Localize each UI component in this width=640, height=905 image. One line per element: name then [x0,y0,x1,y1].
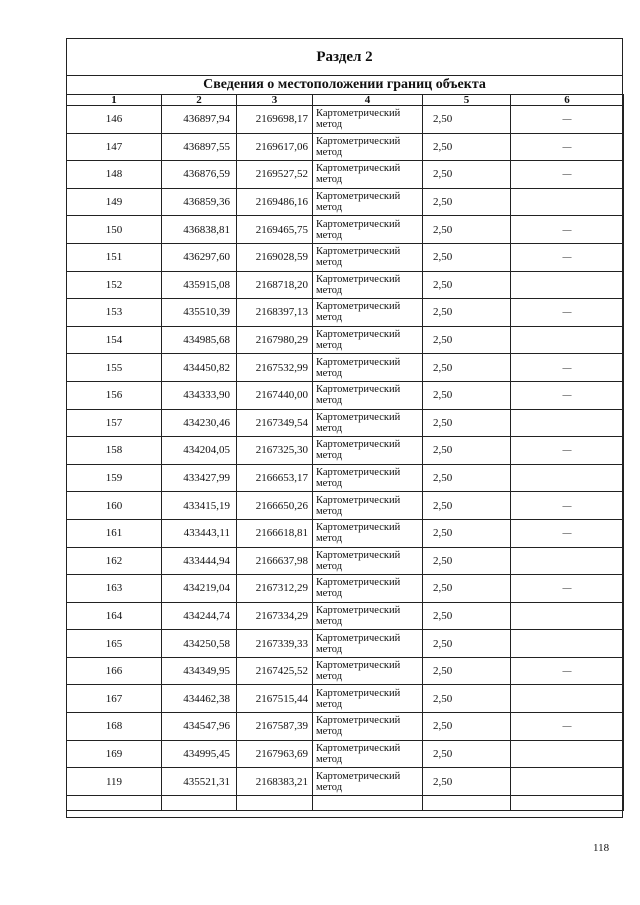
cell-method: Картометрический метод [313,381,423,409]
cell-method: Картометрический метод [313,216,423,244]
cell-x: 435915,08 [162,271,237,299]
cell-n: 153 [67,299,162,327]
cell-n: 155 [67,354,162,382]
cell-acc: 2,50 [423,216,511,244]
cell-desc [511,437,624,465]
empty-cell [423,795,511,810]
cell-n: 158 [67,437,162,465]
document-frame [66,38,623,818]
cell-acc: 2,50 [423,547,511,575]
table-row [67,354,624,382]
cell-x: 436838,81 [162,216,237,244]
cell-desc [511,657,624,685]
cell-acc: 2,50 [423,188,511,216]
cell-x: 434244,74 [162,602,237,630]
section-subtitle: Сведения о местоположении границ объекта [67,75,622,95]
cell-desc-text: — [562,362,572,373]
cell-acc: 2,50 [423,271,511,299]
cell-method: Картометрический метод [313,299,423,327]
cell-y: 2166653,17 [237,464,313,492]
cell-method: Картометрический метод [313,630,423,658]
cell-x: 434204,05 [162,437,237,465]
cell-n: 149 [67,188,162,216]
cell-method: Картометрический метод [313,409,423,437]
cell-method: Картометрический метод [313,547,423,575]
cell-acc: 2,50 [423,299,511,327]
cell-desc [511,547,624,575]
cell-acc: 2,50 [423,133,511,161]
cell-n: 154 [67,326,162,354]
cell-method: Картометрический метод [313,602,423,630]
empty-row [67,795,624,810]
cell-y: 2169486,16 [237,188,313,216]
cell-n: 147 [67,133,162,161]
cell-n: 161 [67,519,162,547]
cell-y: 2167349,54 [237,409,313,437]
cell-method: Картометрический метод [313,133,423,161]
cell-desc-text: — [562,141,572,152]
cell-y: 2169028,59 [237,243,313,271]
empty-cell [511,795,624,810]
col-header: 2 [162,95,237,106]
cell-desc [511,602,624,630]
cell-x: 434462,38 [162,685,237,713]
cell-x: 436297,60 [162,243,237,271]
cell-method: Картометрический метод [313,354,423,382]
cell-x: 434349,95 [162,657,237,685]
empty-cell [162,795,237,810]
cell-n: 146 [67,106,162,134]
header-row [67,95,624,106]
table-row [67,657,624,685]
cell-method: Картометрический метод [313,492,423,520]
table-row [67,630,624,658]
cell-desc-text: — [562,721,572,732]
cell-n: 119 [67,768,162,796]
cell-acc: 2,50 [423,381,511,409]
table-row [67,575,624,603]
cell-desc [511,630,624,658]
cell-desc-text: — [562,583,572,594]
cell-desc-text: — [562,307,572,318]
cell-desc [511,188,624,216]
cell-desc [511,326,624,354]
cell-n: 156 [67,381,162,409]
cell-y: 2167334,29 [237,602,313,630]
table-row [67,133,624,161]
cell-y: 2167339,33 [237,630,313,658]
table-row [67,106,624,134]
col-header: 5 [423,95,511,106]
cell-x: 434333,90 [162,381,237,409]
cell-acc: 2,50 [423,437,511,465]
cell-n: 152 [67,271,162,299]
cell-method: Картометрический метод [313,685,423,713]
table-row [67,768,624,796]
empty-cell [67,795,162,810]
cell-n: 163 [67,575,162,603]
cell-desc-text: — [562,114,572,125]
cell-n: 166 [67,657,162,685]
cell-y: 2167980,29 [237,326,313,354]
cell-method: Картометрический метод [313,464,423,492]
cell-acc: 2,50 [423,713,511,741]
cell-desc [511,381,624,409]
cell-y: 2168397,13 [237,299,313,327]
cell-desc [511,464,624,492]
cell-desc [511,299,624,327]
cell-acc: 2,50 [423,326,511,354]
cell-x: 433444,94 [162,547,237,575]
table-row [67,547,624,575]
cell-desc [511,685,624,713]
cell-method: Картометрический метод [313,657,423,685]
cell-n: 159 [67,464,162,492]
cell-n: 168 [67,713,162,741]
cell-acc: 2,50 [423,464,511,492]
cell-x: 434995,45 [162,740,237,768]
cell-method: Картометрический метод [313,713,423,741]
cell-desc [511,713,624,741]
cell-x: 435510,39 [162,299,237,327]
cell-n: 160 [67,492,162,520]
cell-n: 164 [67,602,162,630]
table-row [67,299,624,327]
table-row [67,464,624,492]
cell-desc [511,133,624,161]
cell-desc-text: — [562,666,572,677]
cell-desc [511,106,624,134]
cell-y: 2167532,99 [237,354,313,382]
table-row [67,740,624,768]
cell-method: Картометрический метод [313,575,423,603]
cell-y: 2167312,29 [237,575,313,603]
cell-acc: 2,50 [423,354,511,382]
cell-desc-text: — [562,445,572,456]
cell-method: Картометрический метод [313,243,423,271]
table-row [67,161,624,189]
cell-x: 434547,96 [162,713,237,741]
table-row [67,713,624,741]
cell-y: 2168718,20 [237,271,313,299]
cell-y: 2167440,00 [237,381,313,409]
col-header: 3 [237,95,313,106]
cell-method: Картометрический метод [313,326,423,354]
cell-acc: 2,50 [423,630,511,658]
cell-acc: 2,50 [423,657,511,685]
cell-y: 2167587,39 [237,713,313,741]
page-number: 118 [593,842,610,854]
table-row [67,271,624,299]
table-row [67,188,624,216]
cell-desc [511,519,624,547]
cell-y: 2166618,81 [237,519,313,547]
cell-n: 167 [67,685,162,713]
cell-desc [511,575,624,603]
cell-x: 436876,59 [162,161,237,189]
cell-desc [511,740,624,768]
cell-desc [511,243,624,271]
cell-desc-text: — [562,252,572,263]
cell-y: 2169698,17 [237,106,313,134]
cell-x: 435521,31 [162,768,237,796]
table-row [67,381,624,409]
col-header: 4 [313,95,423,106]
cell-x: 433427,99 [162,464,237,492]
cell-method: Картометрический метод [313,519,423,547]
col-header: 1 [67,95,162,106]
cell-x: 436859,36 [162,188,237,216]
cell-x: 433415,19 [162,492,237,520]
cell-desc [511,409,624,437]
cell-method: Картометрический метод [313,437,423,465]
cell-y: 2167963,69 [237,740,313,768]
cell-n: 162 [67,547,162,575]
cell-acc: 2,50 [423,409,511,437]
cell-desc-text: — [562,390,572,401]
cell-method: Картометрический метод [313,271,423,299]
cell-n: 169 [67,740,162,768]
cell-method: Картометрический метод [313,768,423,796]
cell-acc: 2,50 [423,685,511,713]
cell-y: 2169465,75 [237,216,313,244]
section-title: Раздел 2 [67,39,622,76]
cell-n: 150 [67,216,162,244]
cell-method: Картометрический метод [313,106,423,134]
cell-acc: 2,50 [423,161,511,189]
cell-n: 157 [67,409,162,437]
cell-x: 434450,82 [162,354,237,382]
cell-acc: 2,50 [423,768,511,796]
cell-x: 434219,04 [162,575,237,603]
cell-desc-text: — [562,224,572,235]
cell-acc: 2,50 [423,106,511,134]
col-header: 6 [511,95,624,106]
cell-desc-text: — [562,500,572,511]
cell-y: 2167515,44 [237,685,313,713]
table-row [67,216,624,244]
table-row [67,602,624,630]
cell-y: 2168383,21 [237,768,313,796]
cell-desc [511,271,624,299]
cell-n: 151 [67,243,162,271]
cell-x: 436897,55 [162,133,237,161]
cell-desc [511,492,624,520]
cell-y: 2169617,06 [237,133,313,161]
cell-desc [511,161,624,189]
cell-acc: 2,50 [423,575,511,603]
empty-cell [237,795,313,810]
empty-cell [313,795,423,810]
cell-desc [511,354,624,382]
cell-y: 2169527,52 [237,161,313,189]
cell-desc-text: — [562,528,572,539]
cell-acc: 2,50 [423,740,511,768]
cell-y: 2167325,30 [237,437,313,465]
cell-acc: 2,50 [423,492,511,520]
table-row [67,492,624,520]
cell-desc [511,216,624,244]
boundary-table [66,94,624,811]
cell-x: 436897,94 [162,106,237,134]
cell-x: 433443,11 [162,519,237,547]
cell-y: 2166637,98 [237,547,313,575]
cell-acc: 2,50 [423,519,511,547]
cell-acc: 2,50 [423,602,511,630]
cell-x: 434985,68 [162,326,237,354]
table-row [67,243,624,271]
cell-x: 434230,46 [162,409,237,437]
cell-method: Картометрический метод [313,188,423,216]
cell-acc: 2,50 [423,243,511,271]
table-row [67,685,624,713]
table-row [67,409,624,437]
table-row [67,437,624,465]
cell-n: 165 [67,630,162,658]
table-row [67,326,624,354]
cell-method: Картометрический метод [313,740,423,768]
cell-y: 2167425,52 [237,657,313,685]
cell-x: 434250,58 [162,630,237,658]
table-row [67,519,624,547]
cell-y: 2166650,26 [237,492,313,520]
cell-n: 148 [67,161,162,189]
cell-desc-text: — [562,169,572,180]
cell-desc [511,768,624,796]
cell-method: Картометрический метод [313,161,423,189]
table-body [67,106,624,811]
